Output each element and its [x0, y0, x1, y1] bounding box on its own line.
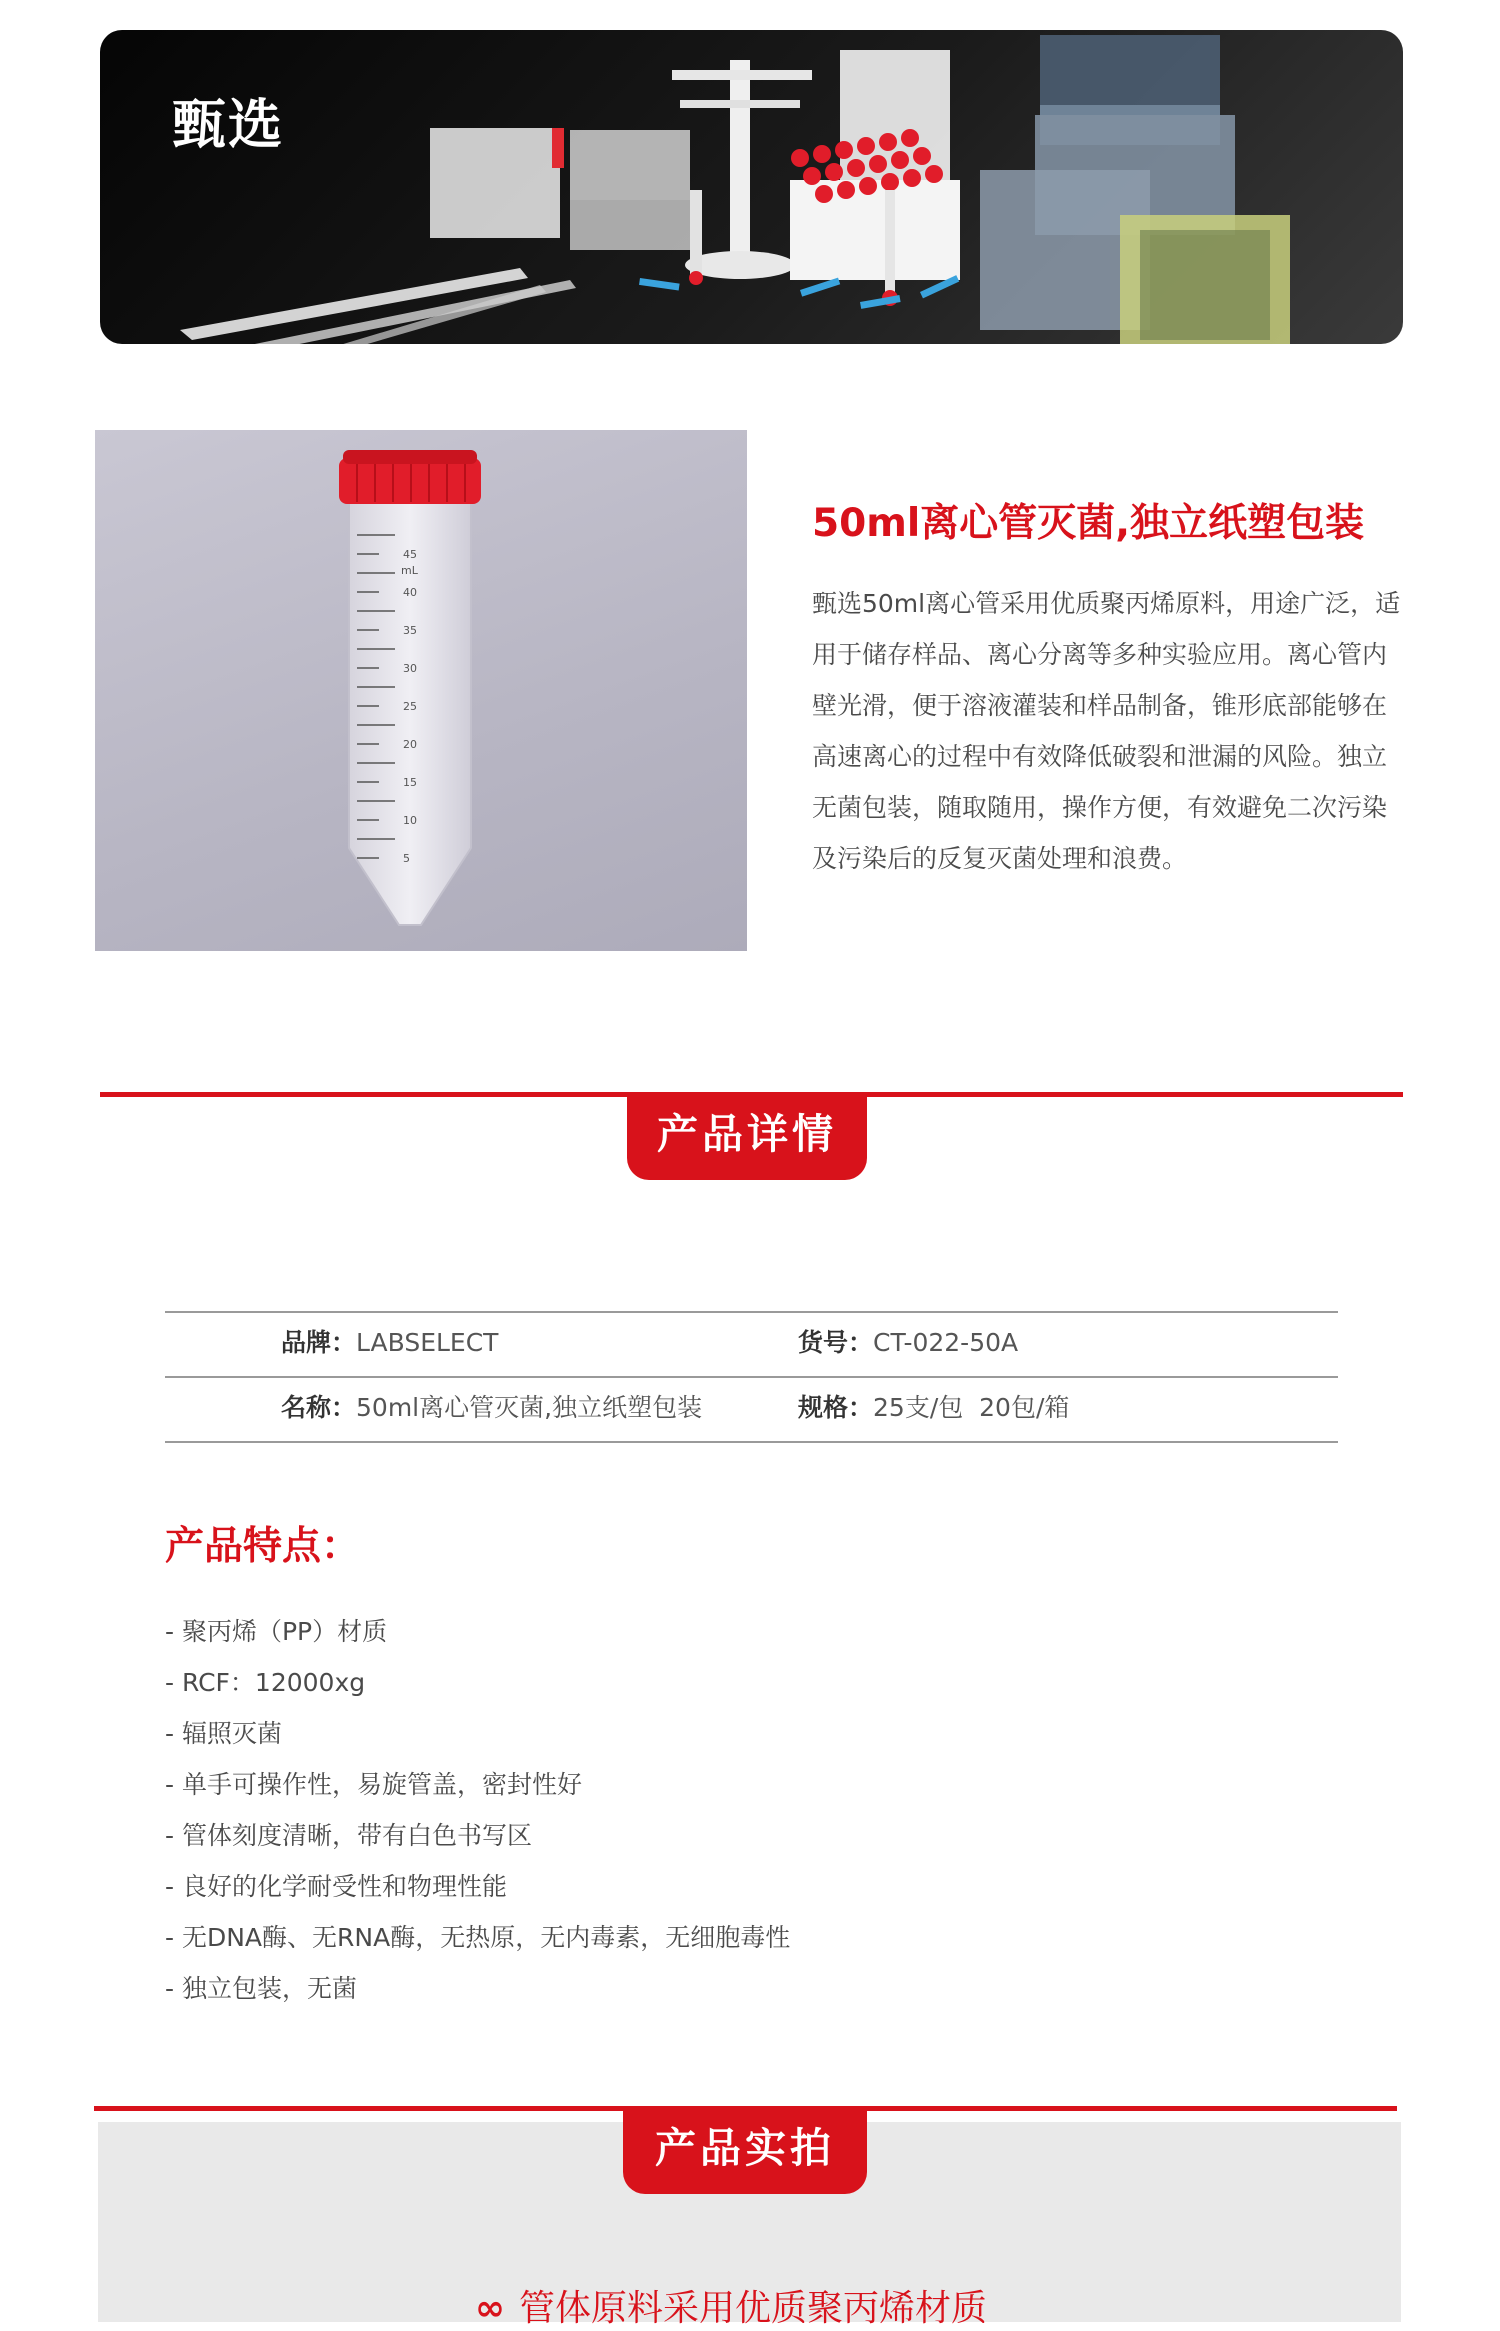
tube-scale-label: 25: [403, 700, 417, 713]
infinity-icon: ∞: [475, 2288, 505, 2329]
photos-caption-text: 管体原料采用优质聚丙烯材质: [519, 2288, 988, 2329]
spec-size: [798, 1378, 1069, 1438]
feature-item: - 无DNA酶、无RNA酶，无热原，无内毒素，无细胞毒性: [165, 1923, 791, 1952]
spec-sku-value: CT-022-50A: [873, 1328, 1019, 1357]
feature-item: - 独立包装，无菌: [165, 1974, 357, 2003]
spec-brand: [281, 1313, 498, 1373]
tube-scale-label: 35: [403, 624, 417, 637]
hero-banner: [100, 30, 1403, 344]
spec-row: [165, 1311, 1338, 1376]
spec-sku: [798, 1313, 1018, 1373]
spec-name-value: 50ml离心管灭菌,独立纸塑包装: [356, 1393, 703, 1422]
feature-item: - 单手可操作性，易旋管盖，密封性好: [165, 1770, 582, 1799]
feature-item: - RCF：12000xg: [165, 1668, 366, 1697]
tube-scale-label: 40: [403, 586, 417, 599]
tube-scale-label: 20: [403, 738, 417, 751]
spec-size-value: 25支/包 20包/箱: [873, 1393, 1070, 1422]
spec-sku-key: 货号：: [798, 1328, 874, 1357]
photos-section-title: 产品实拍: [623, 2106, 867, 2194]
spec-brand-value: LABSELECT: [356, 1328, 499, 1357]
tube-scale-label: 15: [403, 776, 417, 789]
product-title: 50ml离心管灭菌,独立纸塑包装: [812, 501, 1365, 546]
centrifuge-tube-image: [95, 430, 747, 951]
spec-brand-key: 品牌：: [281, 1328, 357, 1357]
tube-scale-label: mL: [401, 564, 418, 577]
spec-row: [165, 1376, 1338, 1443]
product-description: 甄选50ml离心管采用优质聚丙烯原料，用途广泛，适用于储存样品、离心分离等多种实验应用。离心管内壁光滑，便于溶液灌装和样品制备，锥形底部能够在高速离心的过程中有效降低破裂和泄漏的风险。独立无菌包装，随取随用，操作方便，有效避免二次污染及污染后的反复灭菌处理和浪费。: [812, 589, 1401, 873]
tube-scale-label: 5: [403, 852, 410, 865]
tube-scale-label: 10: [403, 814, 417, 827]
features-title: 产品特点：: [165, 1524, 361, 1569]
spec-name-key: 名称：: [281, 1393, 357, 1422]
banner-products-illustration: [100, 30, 1403, 344]
feature-item: - 良好的化学耐受性和物理性能: [165, 1872, 507, 1901]
photos-caption: [475, 2280, 987, 2331]
feature-item: - 管体刻度清晰，带有白色书写区: [165, 1821, 532, 1850]
spec-table: [165, 1311, 1338, 1443]
product-photo: [95, 430, 747, 951]
tube-scale-label: 45: [403, 548, 417, 561]
feature-item: - 聚丙烯（PP）材质: [165, 1617, 388, 1646]
banner-logo: 甄选: [172, 93, 284, 156]
features-list: [165, 1606, 790, 2014]
details-section-title: 产品详情: [627, 1092, 867, 1180]
tube-scale-label: 30: [403, 662, 417, 675]
spec-size-key: 规格：: [798, 1393, 874, 1422]
spec-name: [281, 1378, 702, 1438]
feature-item: - 辐照灭菌: [165, 1719, 282, 1748]
